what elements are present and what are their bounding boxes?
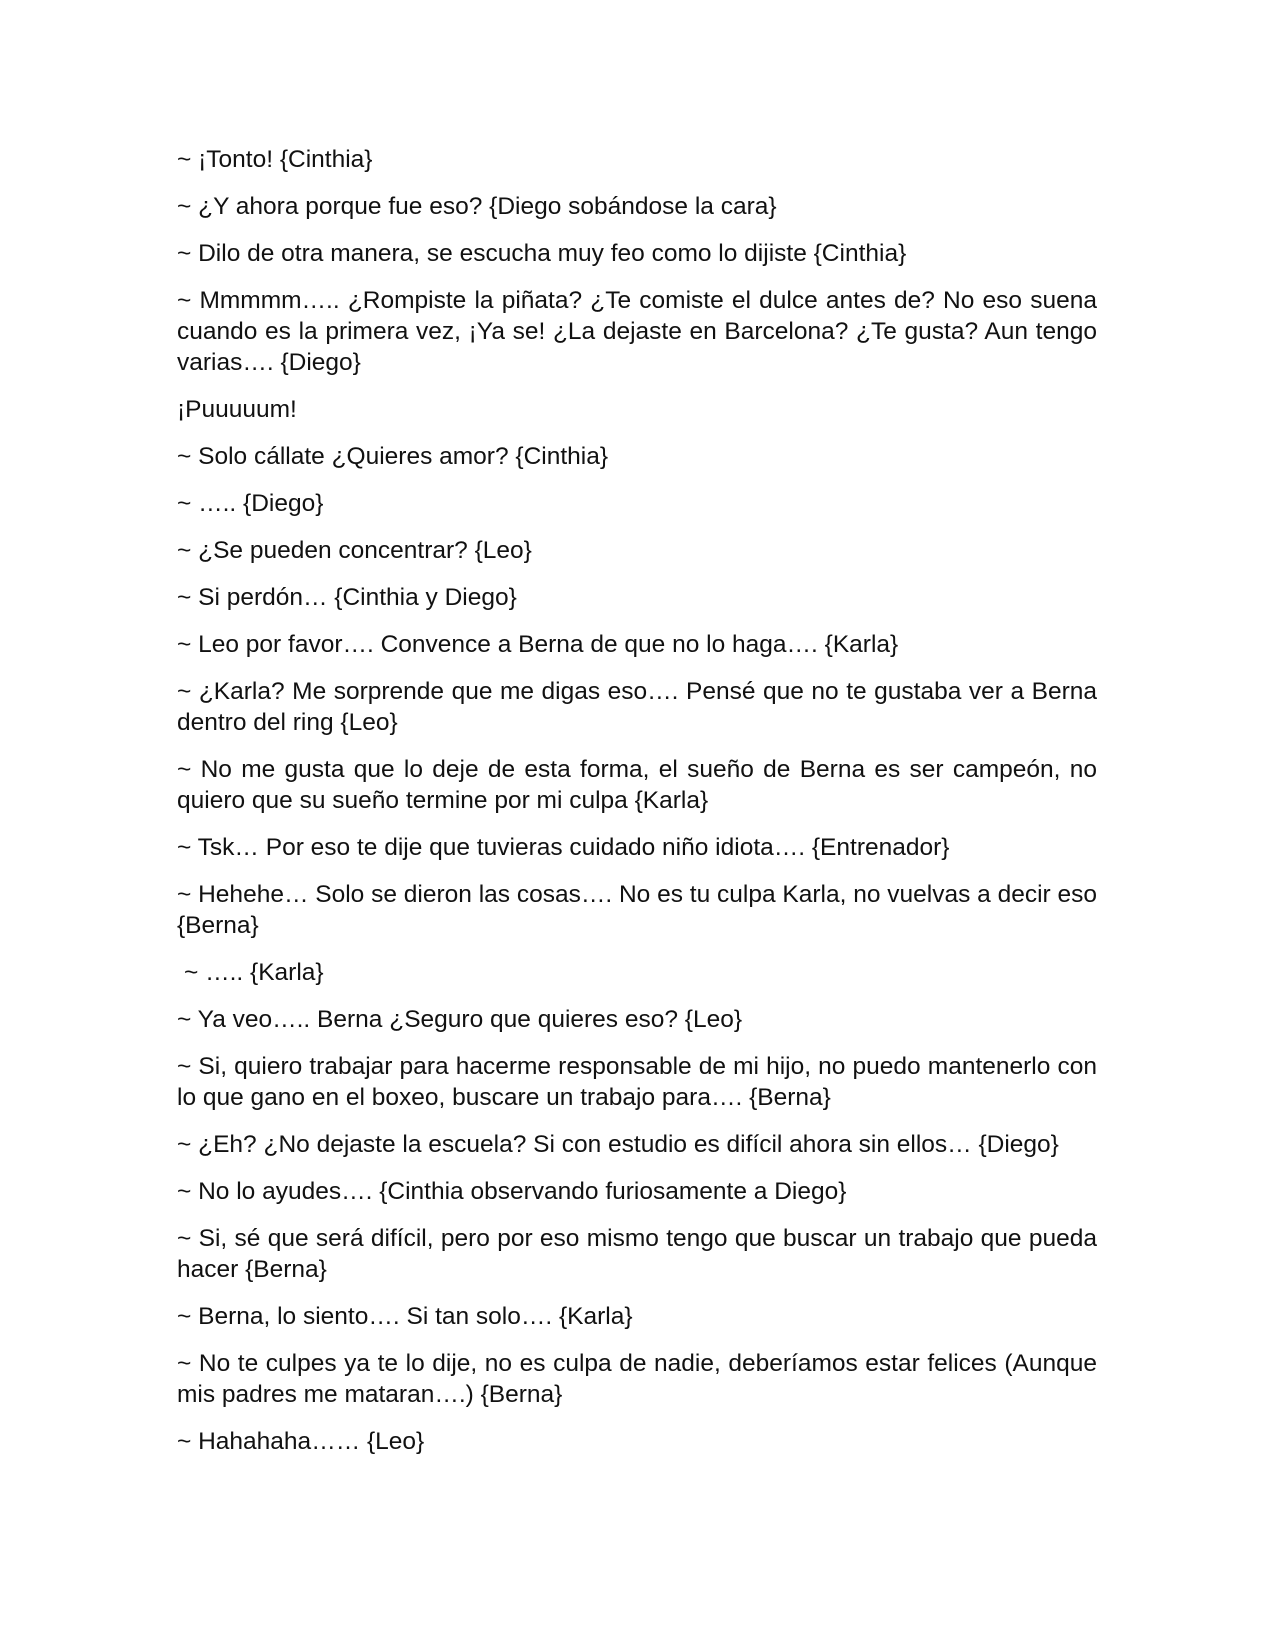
dialogue-line: ~ No te culpes ya te lo dije, no es culpa de nadie, deberíamos estar felices (Aunque mis padres me mataran….) {Berna}	[177, 1350, 1097, 1408]
dialogue-line: ~ ¿Y ahora porque fue eso? {Diego sobándose la cara}	[177, 193, 777, 220]
dialogue-line: ~ No lo ayudes…. {Cinthia observando furiosamente a Diego}	[177, 1178, 847, 1205]
dialogue-line: ~ Dilo de otra manera, se escucha muy feo como lo dijiste {Cinthia}	[177, 240, 907, 267]
dialogue-line: ~ ….. {Diego}	[177, 490, 324, 517]
dialogue-line: ~ ¿Karla? Me sorprende que me digas eso…. Pensé que no te gustaba ver a Berna dentro del ring {Leo}	[177, 678, 1097, 736]
dialogue-line: ~ Si, sé que será difícil, pero por eso mismo tengo que buscar un trabajo que pueda hacer {Berna}	[177, 1225, 1097, 1283]
dialogue-line: ~ Hehehe… Solo se dieron las cosas…. No es tu culpa Karla, no vuelvas a decir eso {Berna}	[177, 881, 1097, 939]
dialogue-line: ~ No me gusta que lo deje de esta forma, el sueño de Berna es ser campeón, no quiero que su sueño termine por mi culpa {Karla}	[177, 756, 1097, 814]
dialogue-text	[177, 144, 1097, 1473]
dialogue-line: ~ ¿Se pueden concentrar? {Leo}	[177, 537, 532, 564]
dialogue-line: ~ Leo por favor…. Convence a Berna de que no lo haga…. {Karla}	[177, 631, 899, 658]
dialogue-line: ~ Si, quiero trabajar para hacerme responsable de mi hijo, no puedo mantenerlo con lo que gano en el boxeo, buscare un trabajo para…. {Berna}	[177, 1053, 1097, 1111]
sound-effect-line: ¡Puuuuum!	[177, 396, 297, 423]
dialogue-line: ~ ¡Tonto! {Cinthia}	[177, 146, 373, 173]
dialogue-line: ~ Tsk… Por eso te dije que tuvieras cuidado niño idiota…. {Entrenador}	[177, 834, 950, 861]
dialogue-line: ~ Berna, lo siento…. Si tan solo…. {Karla}	[177, 1303, 633, 1330]
dialogue-line: ~ Hahahaha…… {Leo}	[177, 1428, 425, 1455]
dialogue-line: ~ Si perdón… {Cinthia y Diego}	[177, 584, 517, 611]
dialogue-line: ~ Solo cállate ¿Quieres amor? {Cinthia}	[177, 443, 609, 470]
dialogue-line: ~ Ya veo….. Berna ¿Seguro que quieres eso? {Leo}	[177, 1006, 743, 1033]
dialogue-line: ~ Mmmmm….. ¿Rompiste la piñata? ¿Te comiste el dulce antes de? No eso suena cuando es la primera vez, ¡Ya se! ¿La dejaste en Barcelona? ¿Te gusta? Aun tengo varias…. {Diego}	[177, 287, 1097, 376]
dialogue-line: ~ ¿Eh? ¿No dejaste la escuela? Si con estudio es difícil ahora sin ellos… {Diego}	[177, 1131, 1059, 1158]
dialogue-line: ~ ….. {Karla}	[184, 959, 324, 986]
